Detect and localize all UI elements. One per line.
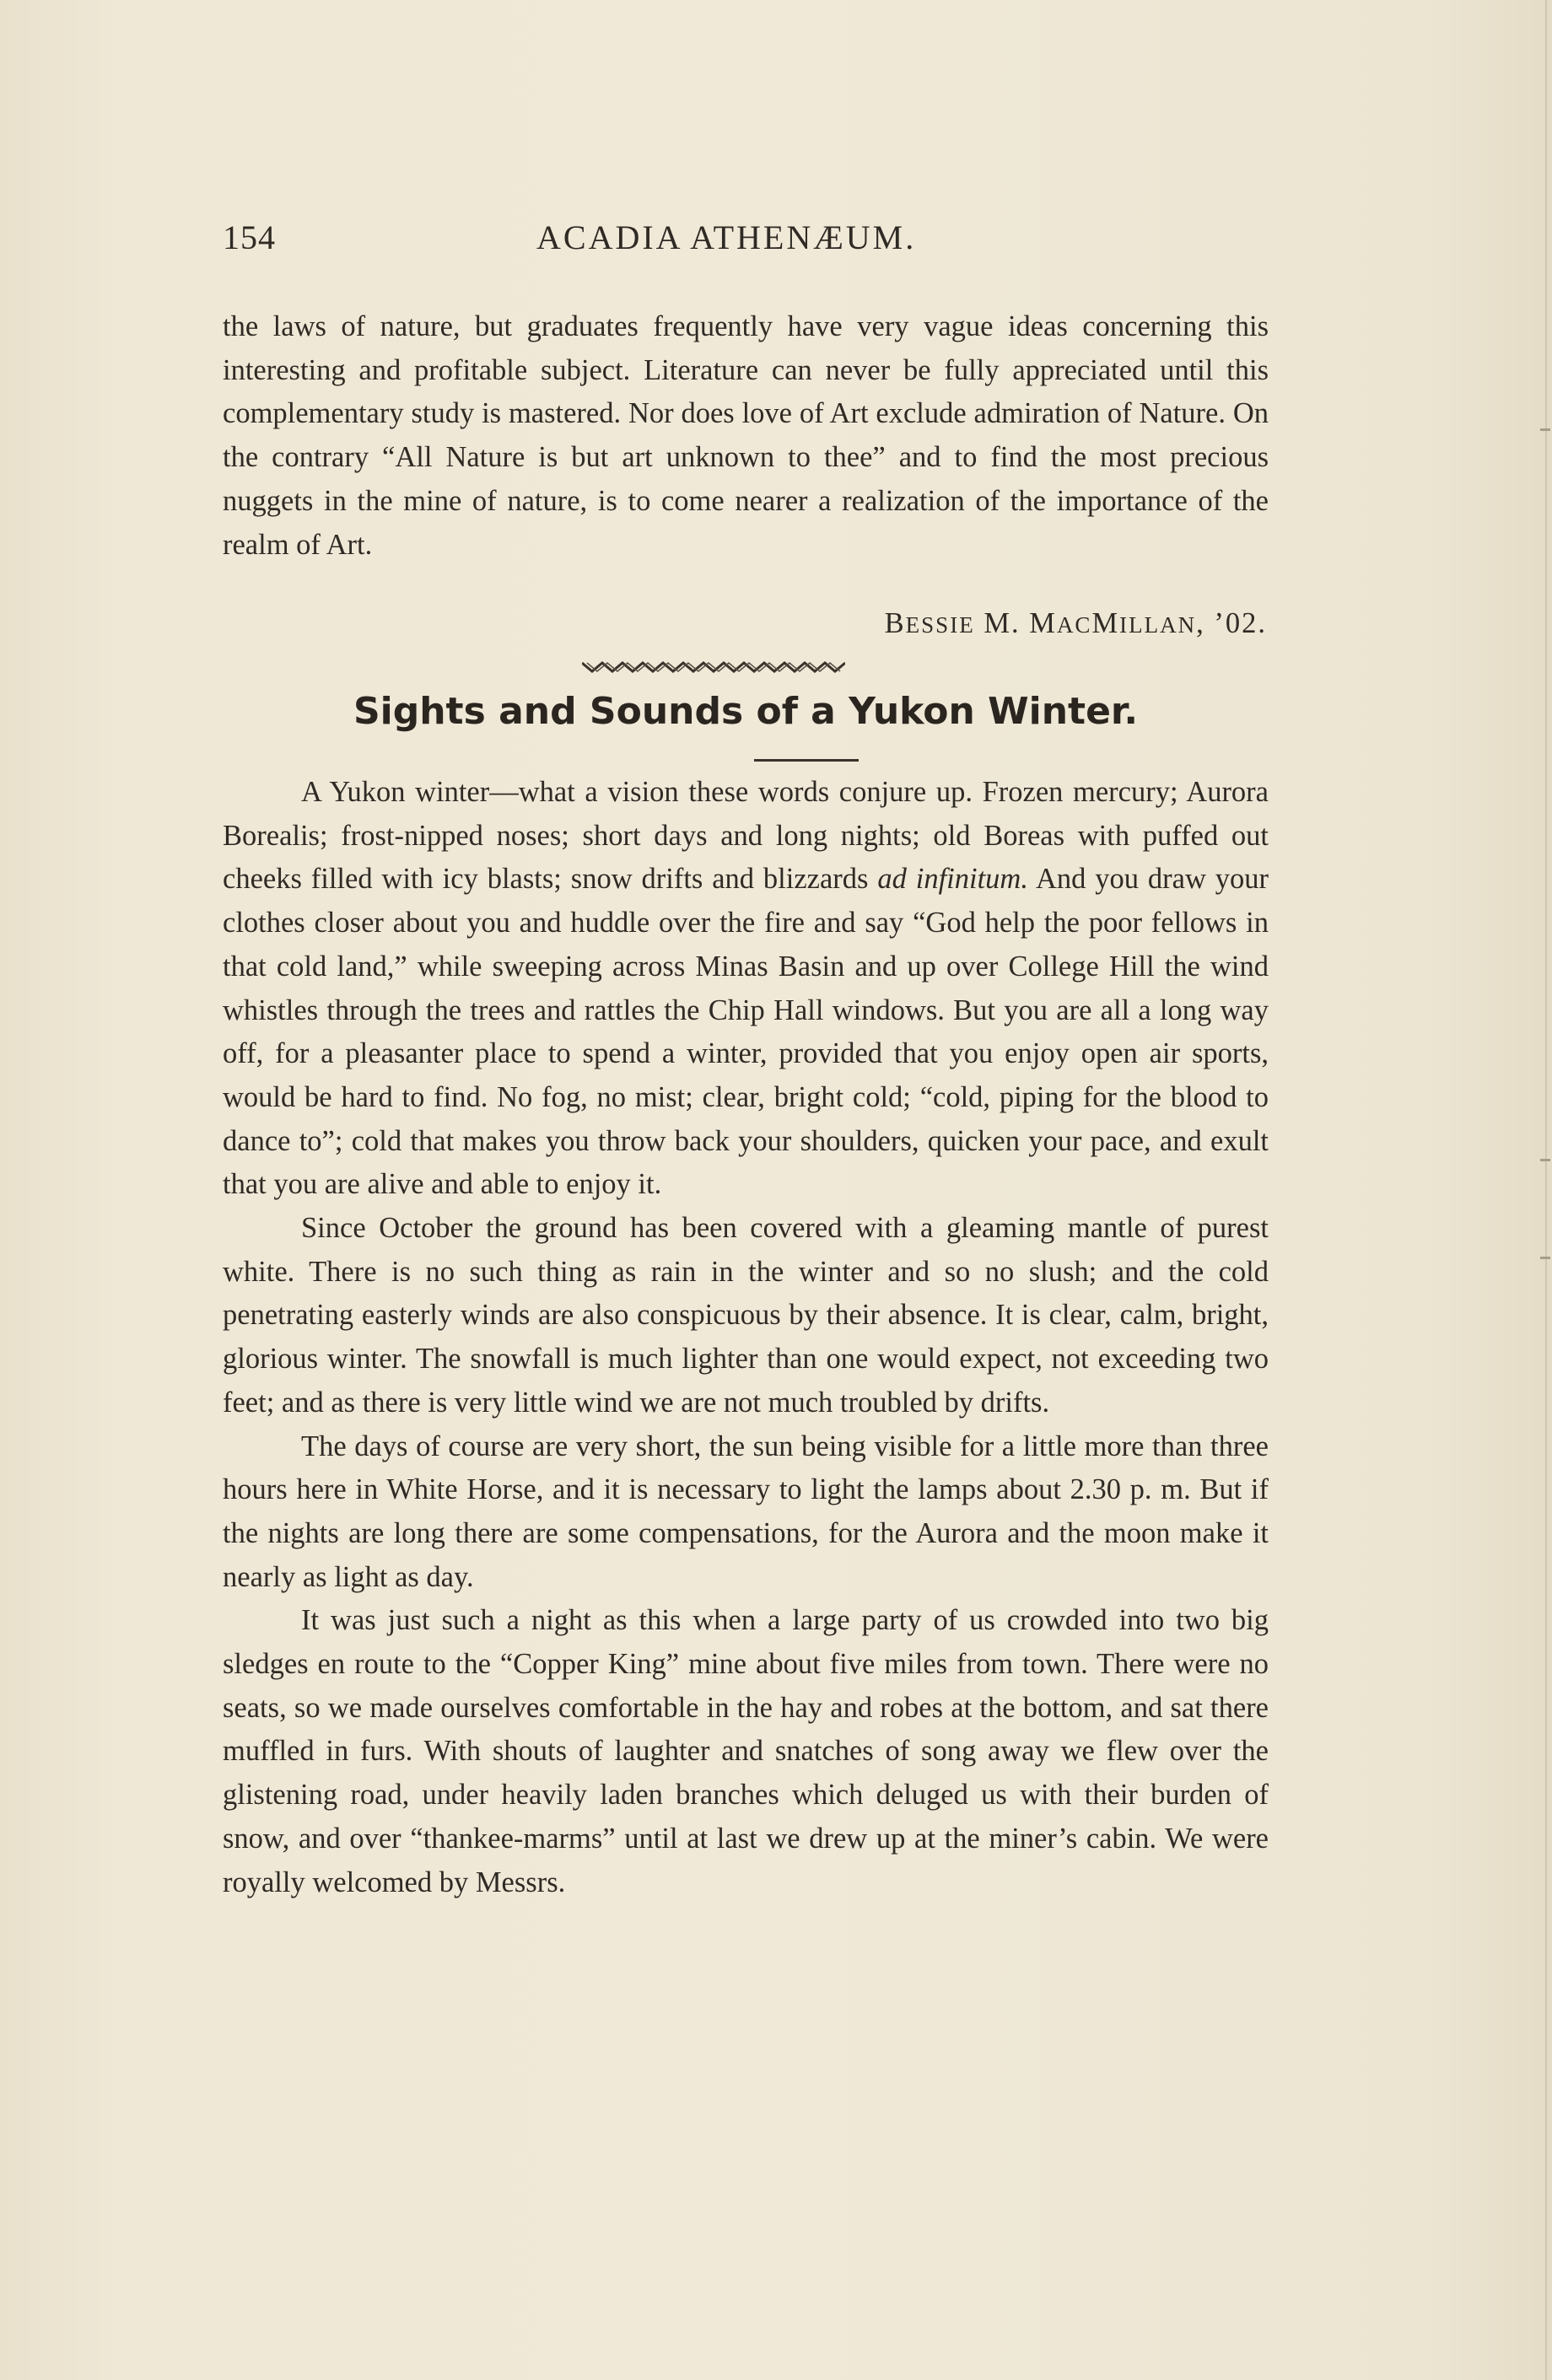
article-paragraph: The days of course are very short, the sun being visible for a little more than three hours here in White Horse, and it is necessary to light the lamps about 2.30 p. m. But if the nights are long there are some compensations, for the Aurora and the moon make it nearly as light as day. — [223, 1430, 1269, 1593]
article-body — [223, 771, 1269, 1904]
page-number: 154 — [223, 218, 276, 256]
signature-first-rest: ESSIE — [905, 612, 975, 638]
article-title: Sights and Sounds of a Yukon Winter. — [353, 690, 1139, 733]
edge-mark — [1540, 1159, 1550, 1161]
signature-last-initial: M — [1029, 607, 1057, 639]
edge-mark — [1540, 1257, 1550, 1259]
page-edge — [1545, 0, 1547, 2380]
signature-last-small: AC — [1056, 612, 1092, 638]
author-signature: BESSIE M. MACMILLAN, ’02. — [884, 607, 1267, 639]
signature-first-initial: B — [884, 607, 906, 639]
zigzag-ornament — [582, 658, 845, 676]
continued-paragraph: the laws of nature, but graduates frequently have very vague ideas concerning this interesting and profitable subject. Literature can never be fully appreciated until this complementary study is mastered. Nor does love of Art exclude admiration of Nature. On the contrary “All Nature is but art unknown to thee” and to find the most precious nuggets in the mine of nature, is to come nearer a realization of the importance of the realm of Art. — [223, 310, 1269, 561]
continued-text — [223, 305, 1269, 567]
article-paragraph: It was just such a night as this when a large party of us crowded into two big sledges en route to the “Copper King” mine about five miles from town. There were no seats, so we made ourselves comfortable in the hay and robes at the bottom, and sat there muffled in furs. With shouts of laughter and snatches of song away we flew over the glistening road, under heavily laden branches which deluged us with their burden of snow, and over “thankee-marms” until at last we drew up at the miner’s cabin. We were royally welcomed by Messrs. — [223, 1604, 1269, 1898]
edge-mark — [1540, 428, 1550, 431]
signature-last-initial-2: M — [1091, 607, 1120, 639]
paragraph-text: And you draw your clothes closer about you and huddle over the fire and say “God help the poor fellows in that cold land,” while sweeping across Minas Basin and up over College Hill the wind whistles through the trees and rattles the Chip Hall windows. But you are all a long way off, for a pleasanter place to spend a winter, provided that you enjoy open air sports, would be hard to find. No fog, no mist; clear, bright cold; “cold, piping for the blood to dance to”; cold that makes you throw back your shoulders, quicken your pace, and exult that you are alive and able to enjoy it. — [223, 863, 1269, 1201]
article-paragraph: Since October the ground has been covered with a gleaming mantle of purest white. There is no such thing as rain in the winter and so no slush; and the cold penetrating easterly winds are also conspicuous by their absence. It is clear, calm, bright, glorious winter. The snowfall is much lighter than one would expect, not exceeding two feet; and as there is very little wind we are not much troubled by drifts. — [223, 1212, 1269, 1419]
signature-class-year: ’02. — [1214, 607, 1267, 639]
italic-phrase: ad infinitum. — [877, 863, 1028, 896]
signature-last-rest: ILLAN — [1119, 612, 1197, 638]
running-head — [223, 218, 1269, 261]
article-paragraph — [223, 771, 1269, 1207]
signature-middle: M. — [983, 607, 1021, 639]
journal-title: ACADIA ATHENÆUM. — [536, 218, 917, 256]
paragraph-text: A Yukon winter—what a vision these words conjure up. Frozen mercury; Aurora Borealis; frost-nipped noses; short days and long nights; old Boreas with puffed out cheeks filled with icy blasts; snow drifts and blizzards — [223, 776, 1269, 896]
title-rule — [754, 759, 859, 762]
